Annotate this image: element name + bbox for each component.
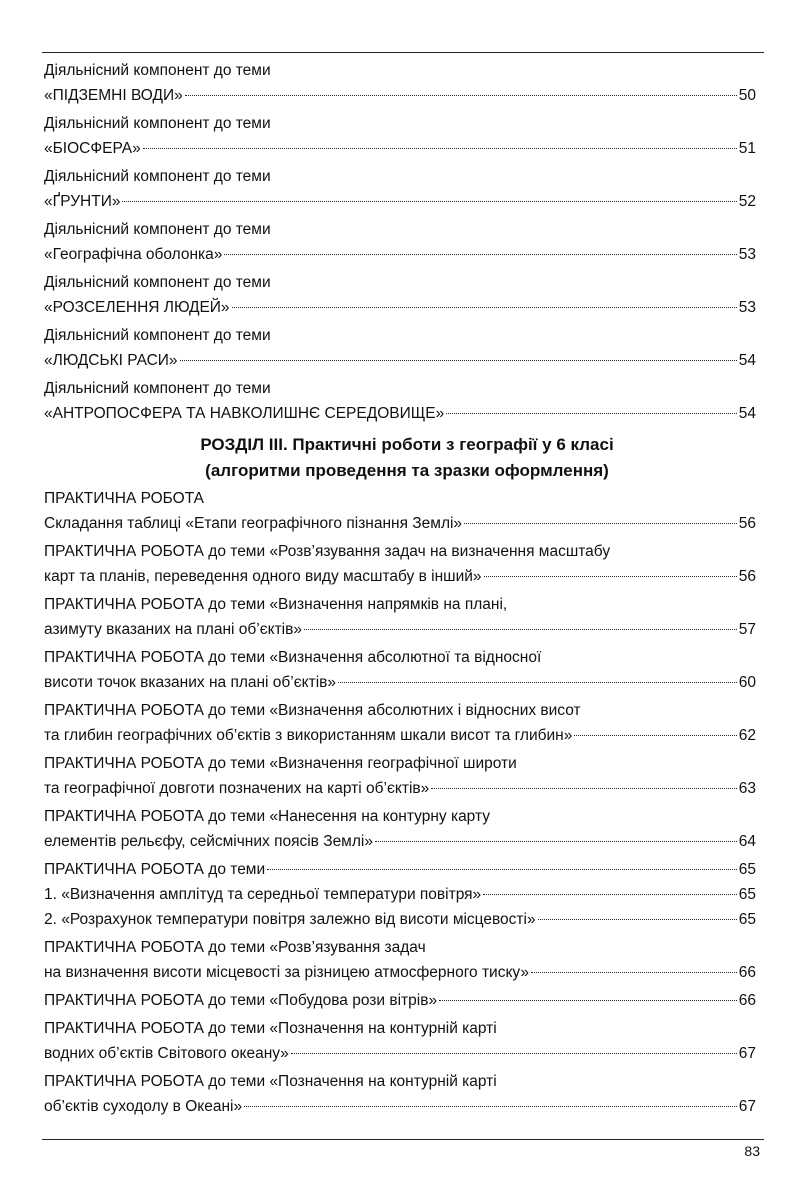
toc-entry bbox=[44, 988, 756, 1013]
toc-entry bbox=[44, 376, 756, 426]
toc-entry-title: водних об’єктів Світового океану» bbox=[44, 1045, 289, 1062]
toc-group-page: 65 bbox=[738, 861, 756, 878]
toc-entry-line1: Діяльнісний компонент до теми bbox=[44, 380, 271, 397]
leader-dots bbox=[244, 1106, 737, 1107]
leader-dots bbox=[180, 360, 737, 361]
toc-entry-page: 67 bbox=[738, 1045, 756, 1062]
section-heading-line2: (алгоритми проведення та зразки оформлення) bbox=[205, 461, 609, 480]
toc-entry-line1: ПРАКТИЧНА РОБОТА до теми «Нанесення на контурну карту bbox=[44, 808, 490, 825]
toc-entry-line1: ПРАКТИЧНА РОБОТА до теми «Розв’язування задач на визначення масштабу bbox=[44, 543, 611, 560]
toc-entry-line1: ПРАКТИЧНА РОБОТА до теми «Визначення абсолютних і відносних висот bbox=[44, 702, 581, 719]
toc-entry bbox=[44, 935, 756, 985]
toc-subentry-page: 65 bbox=[738, 911, 756, 928]
toc-entry-line1: Діяльнісний компонент до теми bbox=[44, 168, 271, 185]
toc-entry bbox=[44, 217, 756, 267]
toc-entry bbox=[44, 270, 756, 320]
toc-entry-page: 53 bbox=[738, 299, 756, 316]
toc-entry-title: азимуту вказаних на плані об’єктів» bbox=[44, 621, 302, 638]
toc-entry-title: «РОЗСЕЛЕННЯ ЛЮДЕЙ» bbox=[44, 299, 230, 316]
toc-entry-page: 66 bbox=[738, 992, 756, 1009]
toc-entry-page: 60 bbox=[738, 674, 756, 691]
toc-entry-line1: ПРАКТИЧНА РОБОТА до теми «Позначення на контурній карті bbox=[44, 1020, 497, 1037]
leader-dots bbox=[232, 307, 737, 308]
toc-entry bbox=[44, 323, 756, 373]
toc-entry-page: 56 bbox=[738, 515, 756, 532]
toc-entry-page: 54 bbox=[738, 352, 756, 369]
toc-entry-line1: Діяльнісний компонент до теми bbox=[44, 115, 271, 132]
toc-entry-title: «ЛЮДСЬКІ РАСИ» bbox=[44, 352, 178, 369]
toc-entry bbox=[44, 645, 756, 695]
toc-entry bbox=[44, 698, 756, 748]
leader-dots bbox=[185, 95, 737, 96]
toc-entry-page: 66 bbox=[738, 964, 756, 981]
toc-entry-page: 54 bbox=[738, 405, 756, 422]
toc-entry-line1: ПРАКТИЧНА РОБОТА bbox=[44, 490, 204, 507]
toc-subentry-title: 1. «Визначення амплітуд та середньої температури повітря» bbox=[44, 886, 482, 903]
leader-dots bbox=[304, 629, 737, 630]
toc-entry-title: «АНТРОПОСФЕРА ТА НАВКОЛИШНЄ СЕРЕДОВИЩЕ» bbox=[44, 405, 445, 422]
leader-dots bbox=[531, 972, 737, 973]
toc-entry-title: та географічної довготи позначених на карті об’єктів» bbox=[44, 780, 430, 797]
leader-dots bbox=[224, 254, 736, 255]
leader-dots bbox=[446, 413, 737, 414]
toc-entry-title: «БІОСФЕРА» bbox=[44, 140, 141, 157]
toc-entry bbox=[44, 592, 756, 642]
bottom-rule bbox=[42, 1139, 764, 1140]
toc-entry-line1: Діяльнісний компонент до теми bbox=[44, 274, 271, 291]
leader-dots bbox=[538, 919, 737, 920]
toc-entry-page: 53 bbox=[738, 246, 756, 263]
leader-dots bbox=[375, 841, 737, 842]
toc-entry-title: висоти точок вказаних на плані об’єктів» bbox=[44, 674, 337, 691]
leader-dots bbox=[338, 682, 737, 683]
leader-dots bbox=[483, 894, 737, 895]
toc-entry bbox=[44, 58, 756, 108]
toc-entry-title: на визначення висоти місцевості за різницею атмосферного тиску» bbox=[44, 964, 529, 981]
toc-entry-page: 57 bbox=[738, 621, 756, 638]
toc-entry bbox=[44, 486, 756, 536]
toc-entry-title: та глибин географічних об’єктів з використанням шкали висот та глибин» bbox=[44, 727, 573, 744]
toc-subentry-page: 65 bbox=[738, 886, 756, 903]
table-of-contents bbox=[44, 58, 756, 1122]
toc-entry-title: «ПІДЗЕМНІ ВОДИ» bbox=[44, 87, 183, 104]
toc-entry-line1: ПРАКТИЧНА РОБОТА до теми «Визначення географічної широти bbox=[44, 755, 517, 772]
leader-dots bbox=[439, 1000, 737, 1001]
leader-dots bbox=[143, 148, 737, 149]
toc-entry-line1: ПРАКТИЧНА РОБОТА до теми «Розв’язування задач bbox=[44, 939, 426, 956]
toc-entry-title: «Географічна оболонка» bbox=[44, 246, 223, 263]
leader-dots bbox=[267, 869, 737, 870]
toc-entry-title: об’єктів суходолу в Океані» bbox=[44, 1098, 243, 1115]
toc-entry-page: 51 bbox=[738, 140, 756, 157]
page-number: 83 bbox=[744, 1143, 760, 1159]
toc-entry-title: елементів рельєфу, сейсмічних поясів Землі» bbox=[44, 833, 373, 850]
toc-entry-page: 62 bbox=[738, 727, 756, 744]
toc-entry bbox=[44, 804, 756, 854]
toc-entry-line1: ПРАКТИЧНА РОБОТА до теми «Визначення напрямків на плані, bbox=[44, 596, 508, 613]
top-rule bbox=[42, 52, 764, 53]
toc-entry-line1: ПРАКТИЧНА РОБОТА до теми «Визначення абсолютної та відносної bbox=[44, 649, 542, 666]
toc-entry bbox=[44, 539, 756, 589]
leader-dots bbox=[574, 735, 736, 736]
toc-entry-line1: Діяльнісний компонент до теми bbox=[44, 221, 271, 238]
section-heading-line1: РОЗДІЛ ІІІ. Практичні роботи з географії у 6 класі bbox=[200, 435, 614, 454]
leader-dots bbox=[291, 1053, 737, 1054]
toc-group bbox=[44, 857, 756, 932]
toc-entry-page: 64 bbox=[738, 833, 756, 850]
toc-entry-page: 56 bbox=[738, 568, 756, 585]
leader-dots bbox=[484, 576, 737, 577]
toc-entry bbox=[44, 111, 756, 161]
toc-entry-line1: Діяльнісний компонент до теми bbox=[44, 62, 271, 79]
toc-entry-title: «ҐРУНТИ» bbox=[44, 193, 121, 210]
leader-dots bbox=[122, 201, 736, 202]
toc-entry bbox=[44, 1069, 756, 1119]
toc-entry bbox=[44, 164, 756, 214]
toc-entry-page: 50 bbox=[738, 87, 756, 104]
toc-entry bbox=[44, 751, 756, 801]
toc-entry-page: 67 bbox=[738, 1098, 756, 1115]
leader-dots bbox=[431, 788, 737, 789]
toc-entry-title: Складання таблиці «Етапи географічного пізнання Землі» bbox=[44, 515, 463, 532]
toc-entry-title: ПРАКТИЧНА РОБОТА до теми «Побудова рози вітрів» bbox=[44, 992, 438, 1009]
toc-entry-line1: Діяльнісний компонент до теми bbox=[44, 327, 271, 344]
leader-dots bbox=[464, 523, 737, 524]
toc-entry-page: 63 bbox=[738, 780, 756, 797]
toc-entry-title: карт та планів, переведення одного виду масштабу в інший» bbox=[44, 568, 482, 585]
toc-entry-page: 52 bbox=[738, 193, 756, 210]
toc-subentry-title: 2. «Розрахунок температури повітря залежно від висоти місцевості» bbox=[44, 911, 536, 928]
toc-group-title: ПРАКТИЧНА РОБОТА до теми bbox=[44, 861, 266, 878]
section-heading bbox=[44, 432, 756, 484]
toc-entry-line1: ПРАКТИЧНА РОБОТА до теми «Позначення на контурній карті bbox=[44, 1073, 497, 1090]
toc-entry bbox=[44, 1016, 756, 1066]
